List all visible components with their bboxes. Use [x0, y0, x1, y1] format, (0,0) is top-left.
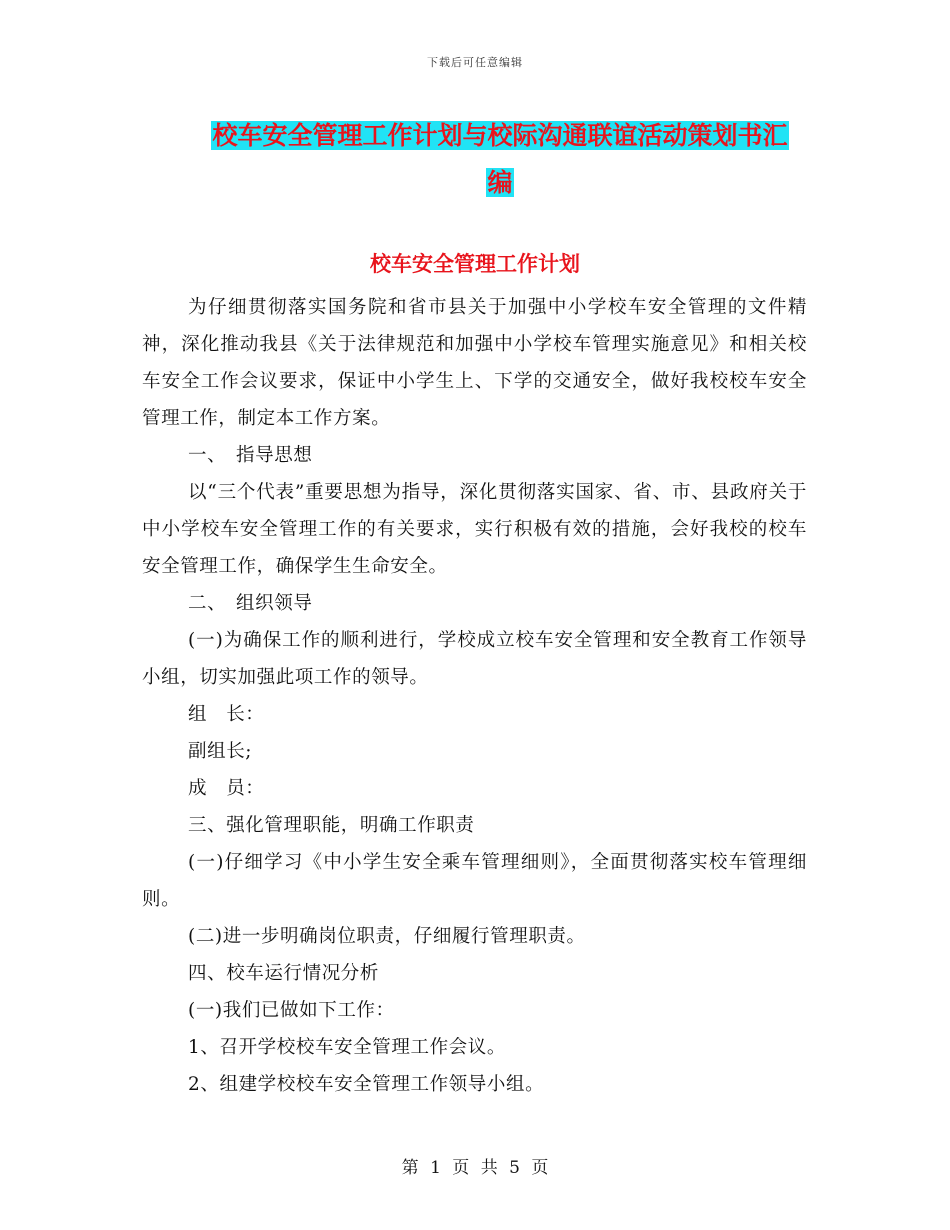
list-item: 副组长;: [188, 741, 253, 762]
list-item: 2、组建学校校车安全管理工作领导小组。: [188, 1074, 545, 1095]
section-title: 校车安全管理工作计划: [370, 251, 580, 276]
document-title: [190, 112, 810, 206]
heading-responsibilities: 三、强化管理职能，明确工作职责: [188, 815, 475, 836]
paragraph: (一)我们已做如下工作：: [188, 1000, 395, 1021]
list-item: 成 员：: [188, 778, 265, 799]
paragraph: 以“三个代表”重要思想为指导，深化贯彻落实国家、省、市、县政府关于中小学校车安全管理工作的有关要求，实行积极有效的措施，会好我校的校车安全管理工作，确保学生生命安全。: [142, 482, 807, 577]
document-title-line2: 编: [487, 168, 513, 197]
paragraph: 为仔细贯彻落实国务院和省市县关于加强中小学校车安全管理的文件精神，深化推动我县《关于法律规范和加强中小学校车管理实施意见》和相关校车安全工作会议要求，保证中小学生上、下学的交通安全，做好我校校车安全管理工作，制定本工作方案。: [142, 297, 807, 429]
document-title-line1: 校车安全管理工作计划与校际沟通联谊活动策划书汇: [212, 121, 788, 150]
paragraph: (一)为确保工作的顺利进行，学校成立校车安全管理和安全教育工作领导小组，切实加强此项工作的领导。: [142, 630, 807, 688]
list-item: 1、召开学校校车安全管理工作会议。: [188, 1037, 506, 1058]
heading-guiding-thought: 一、 指导思想: [188, 445, 313, 466]
heading-operation-analysis: 四、校车运行情况分析: [188, 963, 380, 984]
heading-organization: 二、 组织领导: [188, 593, 313, 614]
paragraph: (一)仔细学习《中小学生安全乘车管理细则》，全面贯彻落实校车管理细则。: [142, 852, 807, 910]
document-body: [142, 289, 807, 1103]
header-note: 下载后可任意编辑: [427, 56, 523, 69]
paragraph: (二)进一步明确岗位职责，仔细履行管理职责。: [188, 926, 586, 947]
list-item: 组 长：: [188, 704, 265, 725]
page-footer: 第 1 页 共 5 页: [401, 1158, 549, 1178]
